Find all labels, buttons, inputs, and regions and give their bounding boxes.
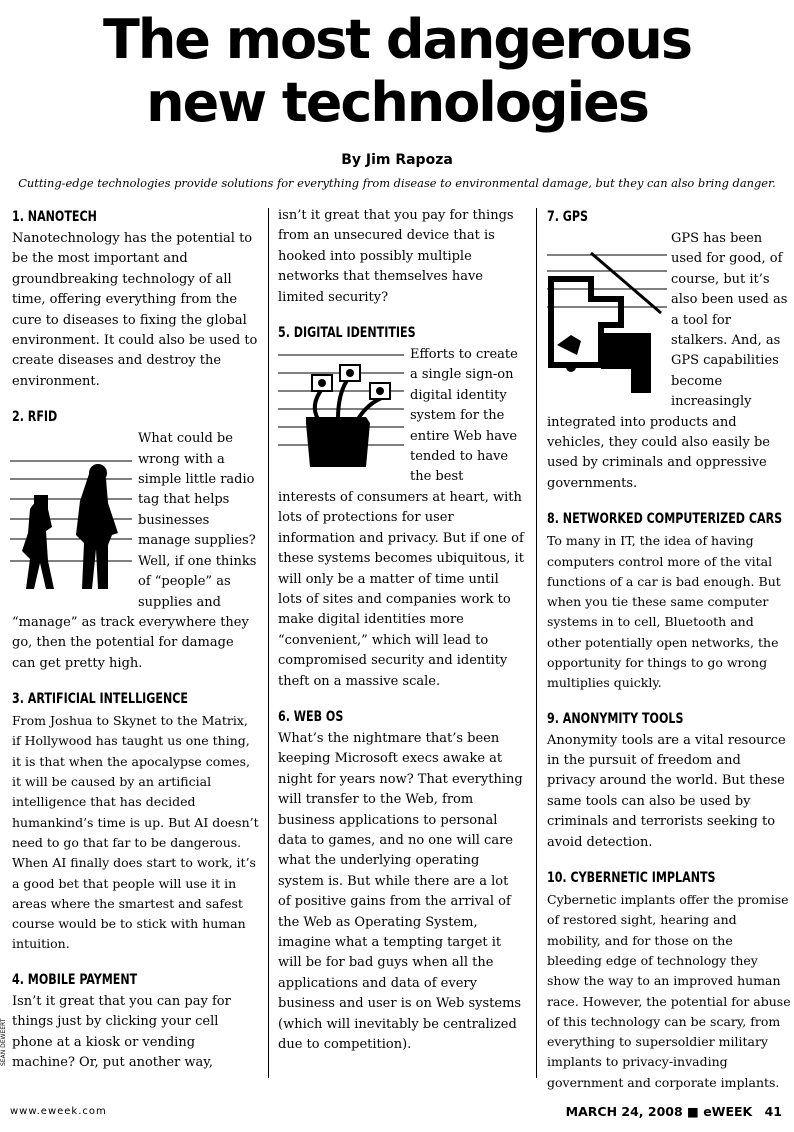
section-ai	[12, 688, 260, 955]
section-anonymity-tools	[547, 708, 791, 853]
title-line-2: new technologies	[146, 71, 648, 134]
section-cybernetic-implants	[547, 867, 791, 1093]
section-body: Anonymity tools are a vital resource in the pursuit of freedom and privacy around the world. But these same tools can also be used by criminals and terrorists seeking to avoid detection.	[547, 732, 786, 850]
section-rfid	[12, 406, 260, 674]
section-web-os	[278, 706, 524, 1056]
identity-illustration	[278, 347, 404, 473]
section-body: Cybernetic implants offer the promise of restored sight, hearing and mobility, and for those on the bleeding edge of technology they show the way to an improved human race. However, the potential for abuse of this technology can be scary, from everything to supersoldier military implants to privacy-invading government and corporate implants.	[547, 892, 791, 1090]
section-body: Nanotechnology has the potential to be the most important and groundbreaking technology of all time, offering everything from the cure to diseases to fixing the global environment. It could also be used to create diseases and destroy the environment.	[12, 231, 258, 389]
footer-folio	[566, 1104, 782, 1119]
section-heading: 4. MOBILE PAYMENT	[12, 971, 138, 988]
section-heading: 10. CYBERNETIC IMPLANTS	[547, 870, 716, 887]
footer-publication: eWEEK	[703, 1104, 753, 1119]
title-line-1: The most dangerous	[103, 8, 691, 71]
section-body-continued: isn’t it great that you pay for things from an unsecured device that is hooked into possibly multiple networks that themselves have limited security?	[278, 208, 514, 305]
section-digital-identities	[278, 322, 524, 692]
section-heading: 3. ARTIFICIAL INTELLIGENCE	[12, 691, 188, 708]
section-body: What’s the nightmare that’s been keeping Microsoft execs awake at night for years now? That everything will transfer to the Web, from business applications to personal data to games, and no one will care what the underlying operating system is. But while there are a lot of positive gains from the arrival of the Web as Operating System, imagine what a tempting target it will be for bad guys when all the applications and data of every business and user is on Web systems (which will inevitably be centralized due to competition).	[278, 730, 523, 1053]
deck: Cutting-edge technologies provide solutions for everything from disease to environmental damage, but they can also bring danger.	[18, 176, 776, 190]
section-networked-cars	[547, 508, 791, 693]
section-heading: 8. NETWORKED COMPUTERIZED CARS	[547, 511, 783, 528]
section-heading: 1. NANOTECH	[12, 209, 97, 225]
section-heading: 6. WEB OS	[278, 708, 344, 725]
column-divider	[268, 208, 269, 1078]
section-heading: 7. GPS	[547, 209, 588, 225]
section-mobile-payment-continued	[278, 206, 524, 308]
square-bullet-icon: ■	[687, 1104, 699, 1119]
column-3	[547, 206, 791, 1107]
section-heading: 2. RFID	[12, 409, 58, 426]
section-gps	[547, 206, 791, 494]
photo-credit: SEAN DEWEERT	[0, 1018, 7, 1066]
byline: By Jim Rapoza	[341, 152, 453, 168]
gps-illustration	[547, 249, 667, 411]
section-body: Efforts to create a single sign-on digital identity system for the entire Web have tended to have the best interests of consumers at heart, with lots of protections for user information and privacy. But if one of these systems becomes ubiquitous, it will only be a matter of time until lots of sites and companies work to make digital identities more “convenient,” which will lead to compromised security and identity theft on a massive scale.	[278, 347, 524, 689]
column-1	[12, 206, 260, 1087]
section-body: From Joshua to Skynet to the Matrix, if Hollywood has taught us one thing, it is that when the apocalypse comes, it will be caused by an artificial intelligence that has decided humankind’s time is up. But AI doesn’t need to go that far to be dangerous. When AI finally does start to work, it’s a good bet that people will use it in areas where the smartest and safest course would be to stick with human intuition.	[12, 713, 259, 952]
section-body: GPS has been used for good, of course, but it’s also been used as a tool for stalkers. And, as GPS capabilities become increasingly integrated into products and vehicles, they could also easily be used by criminals and oppressive governments.	[547, 231, 788, 491]
section-mobile-payment	[12, 969, 260, 1074]
section-nanotech	[12, 206, 260, 392]
section-heading: 9. ANONYMITY TOOLS	[547, 710, 684, 727]
footer-url: www.eweek.com	[10, 1106, 107, 1117]
section-body: To many in IT, the idea of having computers control more of the vital functions of a car is bad enough. But when you tie these same computer systems in to cell, Bluetooth and other potentially open networks, the opportunity for things to go wrong multiplies quickly.	[547, 533, 781, 691]
column-divider	[536, 208, 537, 1078]
footer-date: MARCH 24, 2008	[565, 1104, 683, 1119]
section-heading: 5. DIGITAL IDENTITIES	[278, 325, 416, 342]
section-body: What could be wrong with a simple little radio tag that helps businesses manage supplies? Well, if one thinks of “people” as supplies and “manage” as track everywhere they go, then the potential for damage can get pretty high.	[12, 431, 257, 671]
rfid-illustration	[10, 449, 132, 599]
article-title	[0, 8, 794, 134]
column-2	[278, 206, 524, 1069]
section-body: Isn’t it great that you can pay for things just by clicking your cell phone at a kiosk or vending machine? Or, put another way,	[12, 993, 231, 1070]
page-number: 41	[764, 1104, 782, 1119]
